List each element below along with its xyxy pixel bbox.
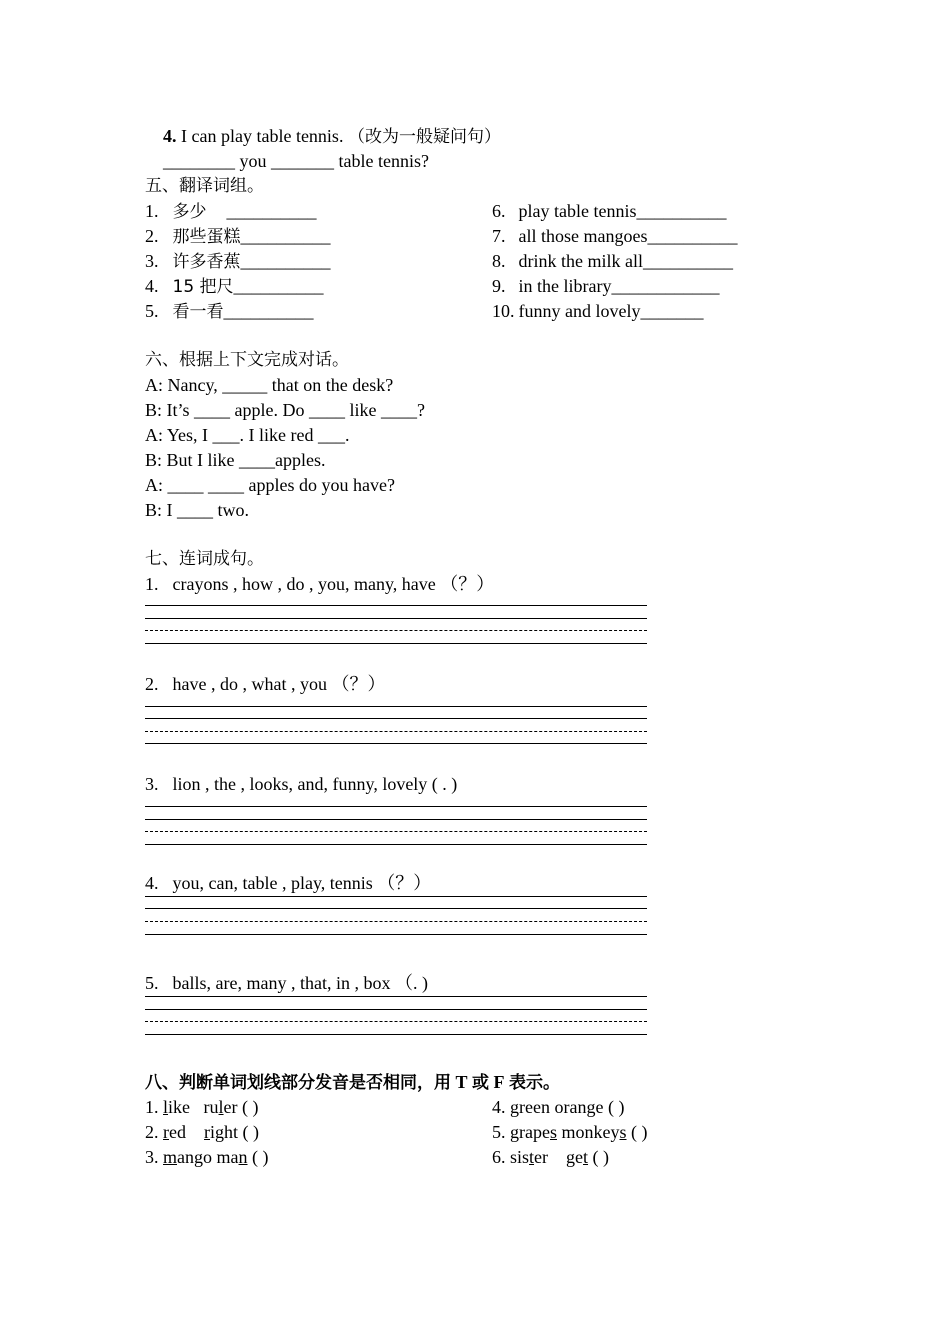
section-6-title: 六、根据上下文完成对话。 (145, 350, 349, 370)
reorder-item: 2. have , do , what , you （？） (145, 674, 386, 694)
q4-answer-line[interactable]: ________ you _______ table tennis? (163, 151, 429, 171)
answer-paren[interactable]: ( ) (242, 1097, 259, 1117)
q4-line (163, 124, 501, 149)
answer-blank[interactable]: __________ (240, 226, 331, 246)
answer-blank[interactable]: _______ (640, 301, 704, 321)
answer-blank[interactable]: __________ (642, 251, 733, 271)
section-7-title: 七、连词成句。 (145, 549, 264, 569)
answer-paren[interactable]: ( ) (607, 1097, 625, 1117)
list-item: 1. 多少 __________ (145, 201, 317, 222)
list-item: 8. drink the milk all__________ (492, 251, 733, 271)
dialogue-line[interactable]: B: But I like ____apples. (145, 450, 326, 470)
phonics-item: 2. red right ( ) (145, 1122, 260, 1142)
section-8-title: 八、判断单词划线部分发音是否相同，用 T 或 F 表示。 (145, 1072, 561, 1093)
list-item: 4. 15 把尺__________ (145, 276, 324, 297)
answer-blank[interactable]: __________ (647, 226, 738, 246)
dialogue-line[interactable]: B: It’s ____ apple. Do ____ like ____? (145, 400, 425, 420)
section-5-title: 五、翻译词组。 (145, 176, 264, 196)
q4-sentence: I can play table tennis. (181, 126, 344, 146)
q4-number: 4. (163, 126, 177, 146)
reorder-item: 4. you, can, table , play, tennis （？） (145, 873, 432, 893)
phonics-item: 3. mango man ( ) (145, 1147, 269, 1167)
list-item: 7. all those mangoes__________ (492, 226, 738, 246)
reorder-item: 1. crayons , how , do , you, many, have （？） (145, 574, 495, 594)
dialogue-line[interactable]: A: ____ ____ apples do you have? (145, 475, 395, 495)
answer-blank[interactable]: __________ (223, 301, 314, 321)
phonics-item: 6. sister get ( ) (492, 1147, 610, 1167)
answer-paren[interactable]: ( ) (252, 1147, 269, 1167)
reorder-item: 5. balls, are, many , that, in , box （. ) (145, 973, 428, 993)
answer-paren[interactable]: ( ) (592, 1147, 610, 1167)
answer-paren[interactable]: ( ) (631, 1122, 648, 1142)
list-item: 5. 看一看__________ (145, 301, 314, 322)
list-item: 6. play table tennis__________ (492, 201, 727, 221)
phonics-item: 4. green orange ( ) (492, 1097, 625, 1117)
answer-blank[interactable]: __________ (226, 201, 317, 221)
list-item: 3. 许多香蕉__________ (145, 251, 331, 272)
dialogue-line[interactable]: B: I ____ two. (145, 500, 250, 520)
phonics-item: 1. like ruler ( ) (145, 1097, 259, 1117)
dialogue-line[interactable]: A: Nancy, _____ that on the desk? (145, 375, 394, 395)
list-item: 9. in the library____________ (492, 276, 720, 296)
reorder-item: 3. lion , the , looks, and, funny, lovely ( . ) (145, 774, 458, 794)
answer-blank[interactable]: __________ (233, 276, 324, 296)
list-item: 2. 那些蛋糕__________ (145, 226, 331, 247)
list-item: 10. funny and lovely_______ (492, 301, 704, 321)
answer-blank[interactable]: __________ (240, 251, 331, 271)
answer-blank[interactable]: ____________ (611, 276, 720, 296)
dialogue-line[interactable]: A: Yes, I ___. I like red ___. (145, 425, 350, 445)
q4-instruction: （改为一般疑问句） (347, 127, 501, 147)
answer-blank[interactable]: __________ (636, 201, 727, 221)
phonics-item: 5. grapes monkeys ( ) (492, 1122, 648, 1142)
answer-paren[interactable]: ( ) (242, 1122, 260, 1142)
